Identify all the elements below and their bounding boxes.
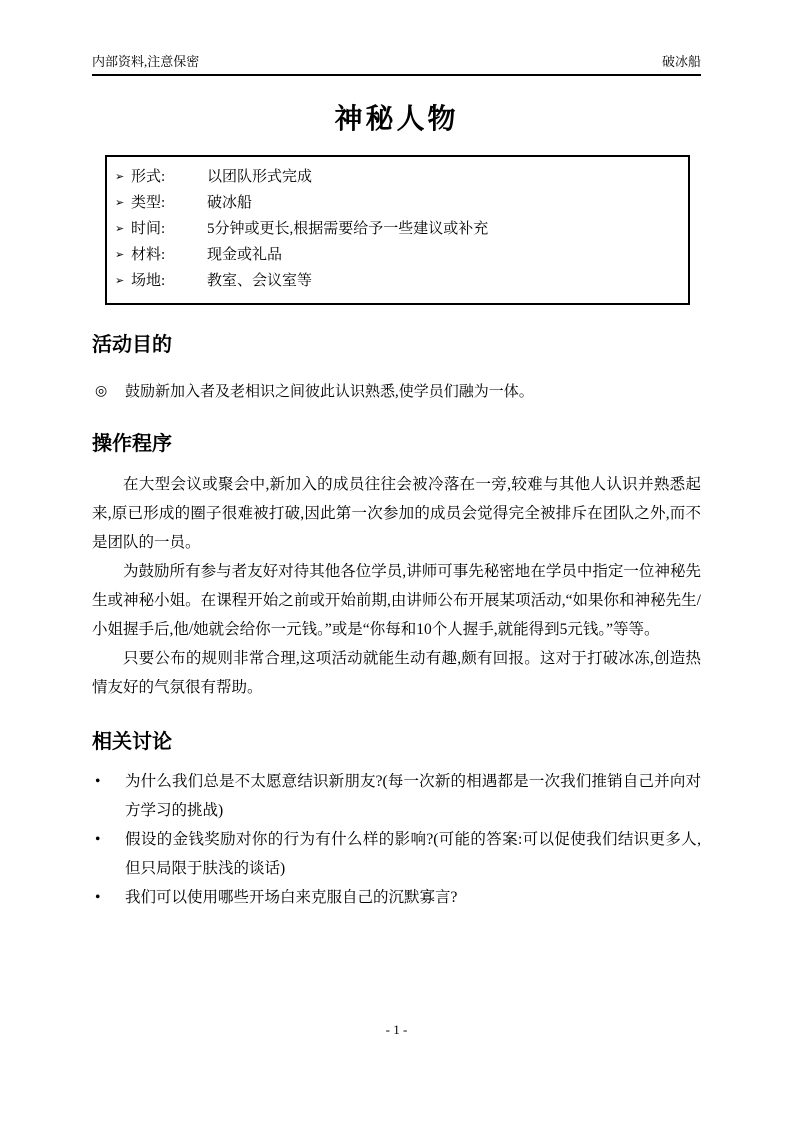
arrow-bullet-icon: ➢ — [115, 275, 125, 287]
info-row-venue — [107, 268, 682, 294]
discussion-list — [92, 767, 701, 912]
purpose-item — [92, 380, 701, 404]
procedure-paragraph: 为鼓励所有参与者友好对待其他各位学员,讲师可事先秘密地在学员中指定一位神秘先生或神秘小姐。在课程开始之前或开始前期,由讲师公布开展某项活动,“如果你和神秘先生/小姐握手后,他/她就会给你一元钱。”或是“你每和10个人握手,就能得到5元钱。”等等。 — [92, 563, 701, 638]
discussion-text: 为什么我们总是不太愿意结识新朋友?(每一次新的相遇都是一次我们推销自己并向对方学习的挑战) — [125, 773, 701, 819]
info-row-format — [107, 164, 682, 190]
info-label: 时间: — [131, 221, 166, 237]
arrow-bullet-icon: ➢ — [115, 171, 125, 183]
info-label: 材料: — [131, 247, 166, 263]
discussion-item — [92, 883, 701, 912]
info-value: 教室、会议室等 — [207, 273, 313, 289]
header-left-text: 内部资料,注意保密 — [92, 54, 200, 69]
page-number: - 1 - — [385, 1022, 408, 1037]
section-heading-purpose: 活动目的 — [92, 334, 172, 356]
info-row-type — [107, 190, 682, 216]
arrow-bullet-icon: ➢ — [115, 223, 125, 235]
activity-info-box — [105, 155, 690, 305]
page-content — [92, 0, 701, 912]
procedure-paragraph: 在大型会议或聚会中,新加入的成员往往会被冷落在一旁,较难与其他人认识并熟悉起来,原已形成的圈子很难被打破,因此第一次参加的成员会觉得完全被排斥在团队之外,而不是团队的一员。 — [92, 476, 701, 551]
arrow-bullet-icon: ➢ — [115, 249, 125, 261]
info-row-time — [107, 216, 682, 242]
procedure-body — [92, 470, 701, 702]
page-title: 神秘人物 — [334, 104, 459, 135]
discussion-item — [92, 767, 701, 825]
discussion-text: 我们可以使用哪些开场白来克服自己的沉默寡言? — [125, 889, 458, 906]
ring-bullet-icon: ◎ — [95, 384, 108, 399]
section-heading-procedure: 操作程序 — [92, 433, 172, 455]
info-value: 现金或礼品 — [207, 247, 283, 263]
info-label: 形式: — [131, 169, 166, 185]
discussion-text: 假设的金钱奖励对你的行为有什么样的影响?(可能的答案:可以促使我们结识更多人,但只局限于肤浅的谈话) — [125, 831, 701, 877]
info-label: 类型: — [131, 195, 166, 211]
info-value: 以团队形式完成 — [207, 169, 313, 185]
info-value: 破冰船 — [207, 195, 253, 211]
dot-bullet-icon: • — [95, 831, 101, 848]
arrow-bullet-icon: ➢ — [115, 197, 125, 209]
dot-bullet-icon: • — [95, 889, 101, 906]
section-heading-discussion: 相关讨论 — [92, 731, 172, 753]
header-right-text: 破冰船 — [661, 54, 701, 69]
info-row-material — [107, 242, 682, 268]
purpose-text: 鼓励新加入者及老相识之间彼此认识熟悉,使学员们融为一体。 — [125, 384, 534, 400]
dot-bullet-icon: • — [95, 773, 101, 790]
info-label: 场地: — [131, 273, 166, 289]
discussion-item — [92, 825, 701, 883]
info-value: 5分钟或更长,根据需要给予一些建议或补充 — [207, 221, 489, 237]
procedure-paragraph: 只要公布的规则非常合理,这项活动就能生动有趣,颇有回报。这对于打破冰冻,创造热情友好的气氛很有帮助。 — [92, 650, 701, 696]
page-header — [92, 0, 701, 76]
